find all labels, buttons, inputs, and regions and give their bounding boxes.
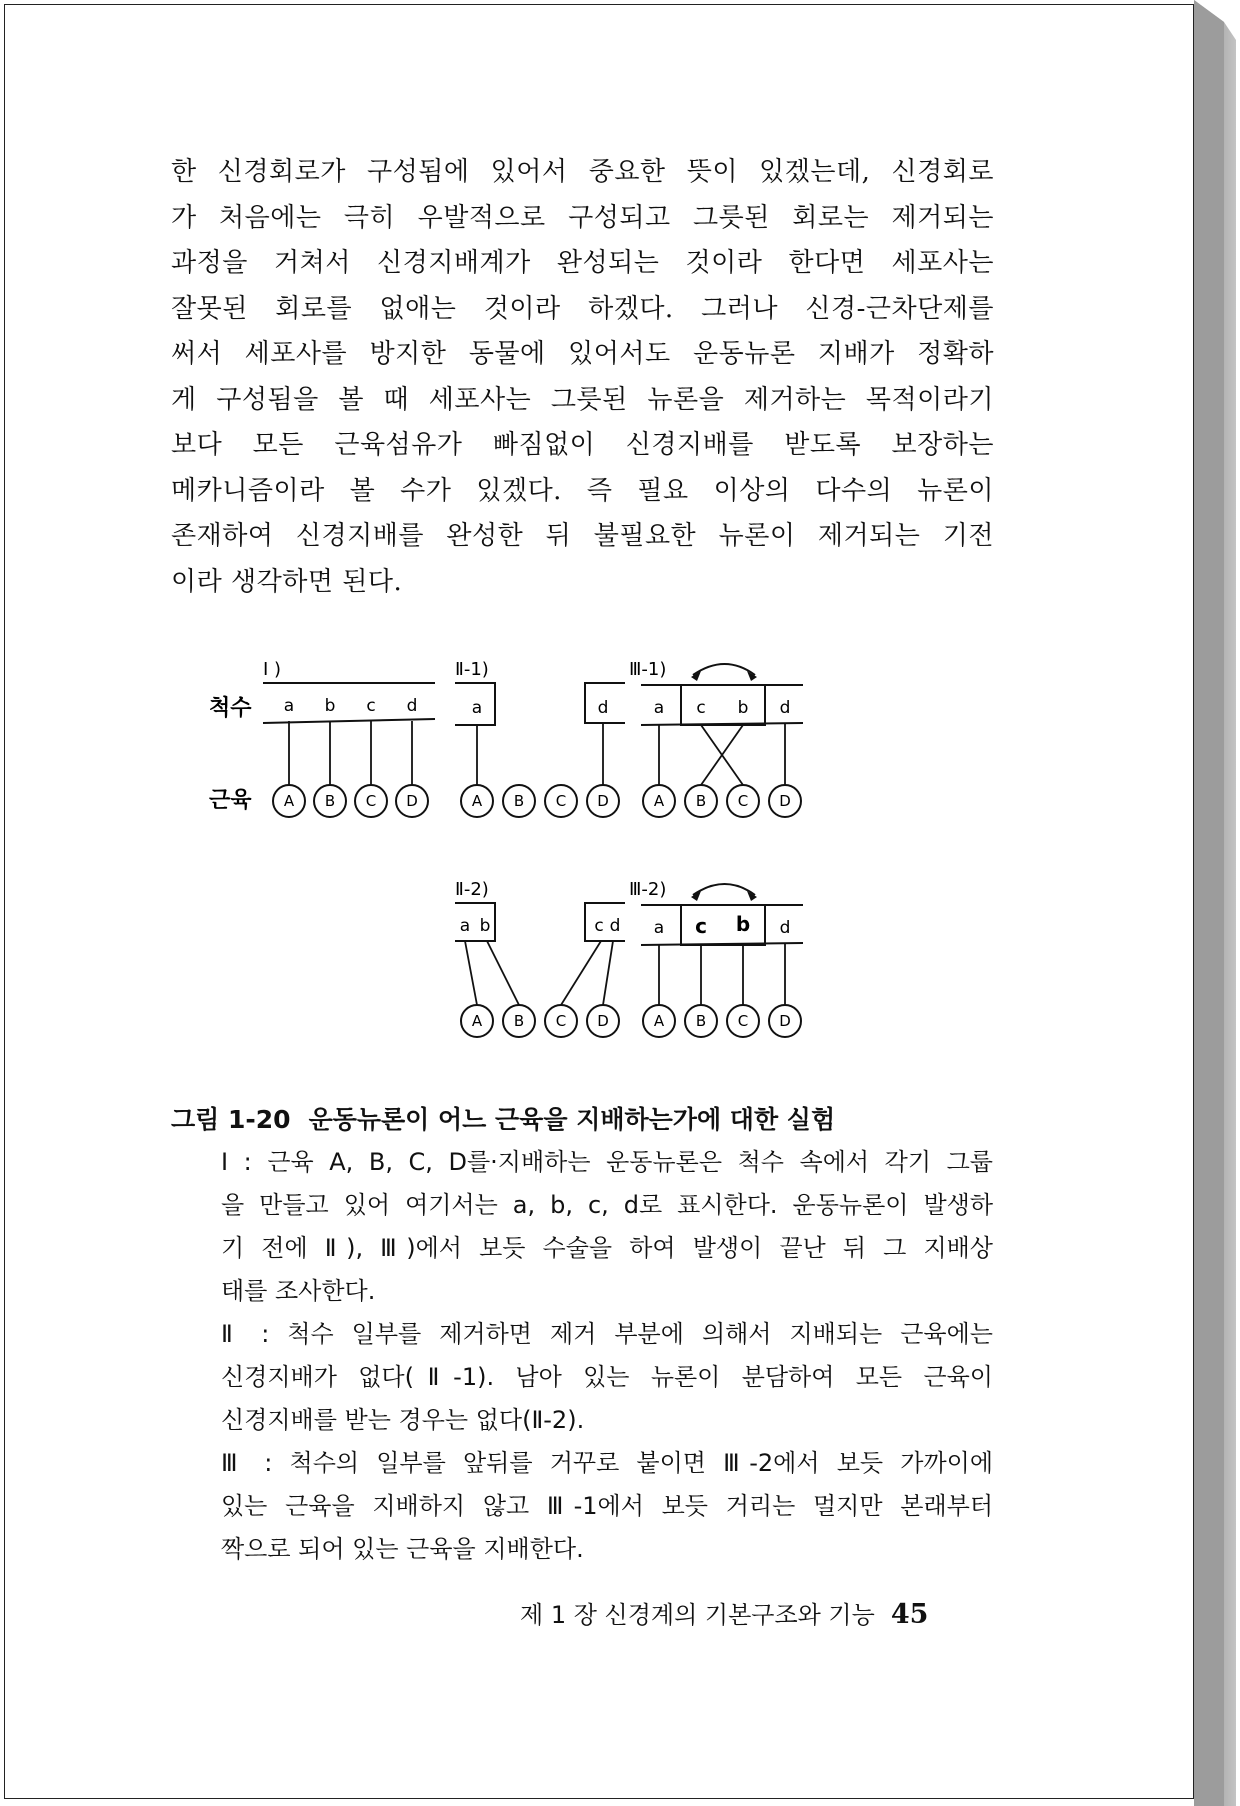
body-line: 게 구성됨을 볼 때 세포사는 그릇된 뉴론을 제거하는 목적이라기 [171,384,994,415]
neuron-label: a [283,696,295,716]
muscle-label: A [283,792,295,810]
neuron-label: a [653,698,665,718]
muscle-label: C [555,1012,567,1030]
body-line: 한 신경회로가 구성됨에 있어서 중요한 뜻이 있겠는데, 신경회로 [171,157,994,187]
neuron-label: a [653,918,665,938]
neuron-label: d [779,918,791,938]
neuron-label: b [737,698,749,718]
body-line: 존재하여 신경지배를 완성한 뒤 불필요한 뉴론이 제거되는 기전 [171,521,994,551]
row-label-muscle: 근육 [209,788,252,813]
caption-line: 을 만들고 있어 여기서는 a, b, c, d로 표시한다. 운동뉴론이 발생하 [221,1191,993,1219]
muscle-label: C [737,792,749,810]
muscle-label: B [513,792,525,810]
muscle-label: D [779,1012,791,1030]
muscle-label: D [597,1012,609,1030]
muscle-label: C [555,792,567,810]
panel-label-2-2: Ⅱ-2) [455,879,489,900]
body-line: 가 처음에는 극히 우발적으로 구성되고 그릇된 회로는 제거되는 [171,202,994,233]
neuron-label: b [324,696,336,716]
muscle-label: D [597,792,609,810]
caption-line: 기 전에 Ⅱ), Ⅲ)에서 보듯 수술을 하여 발생이 끝난 뒤 그 지배상 [221,1234,993,1262]
row-label-spine: 척수 [209,696,252,721]
page-footer [520,1595,960,1630]
neuron-label: b [735,912,751,936]
muscle-label: A [471,1012,483,1030]
caption-line: 신경지배를 받는 경우는 없다(Ⅱ-2). [221,1406,585,1434]
muscle-label: B [324,792,336,810]
muscle-label: C [737,1012,749,1030]
caption-body [221,1141,993,1571]
body-line: 잘못된 회로를 없애는 것이라 하겠다. 그러나 신경-근차단제를 [171,293,994,324]
muscle-label: D [779,792,791,810]
caption-line: I : 근육 A, B, C, D를·지배하는 운동뉴론은 척수 속에서 각기 그룹 [221,1148,993,1176]
caption-line: 태를 조사한다. [221,1277,376,1305]
muscle-label: A [653,792,665,810]
body-paragraph [171,150,994,605]
body-line: 과정을 거쳐서 신경지배계가 완성되는 것이라 한다면 세포사는 [171,248,994,278]
chapter-title: 제 1 장 신경계의 기본구조와 기능 [520,1601,875,1629]
neuron-label: d [406,696,418,716]
muscle-label: C [365,792,377,810]
neuron-label: d [779,698,791,718]
panel-label-1: I ) [263,659,282,680]
neuron-label: c [695,914,707,938]
neuron-label: a [459,916,471,936]
neuron-label: c [594,916,604,936]
neuron-label: a [471,698,483,718]
panel-label-2-1: Ⅱ-1) [455,659,489,680]
caption-title-text: 운동뉴론이 어느 근육을 지배하는가에 대한 실험 [308,1105,836,1134]
caption-title [171,1099,1001,1141]
neuron-label: d [609,916,621,936]
panel-label-3-1: Ⅲ-1) [629,659,667,680]
caption-line: 짝으로 되어 있는 근육을 지배한다. [221,1535,584,1563]
caption-line: 신경지배가 없다(Ⅱ-1). 남아 있는 뉴론이 분담하여 모든 근육이 [221,1363,993,1391]
caption-line: 있는 근육을 지배하지 않고 Ⅲ-1에서 보듯 거리는 멀지만 본래부터 [221,1492,993,1520]
page-number: 45 [890,1599,929,1630]
figure-caption [171,1099,1001,1571]
caption-line: Ⅱ : 척수 일부를 제거하면 제거 부분에 의해서 지배되는 근육에는 [221,1320,993,1348]
neuron-label: c [696,698,706,718]
body-line: 보다 모든 근육섬유가 빠짐없이 신경지배를 받도록 보장하는 [171,430,994,460]
muscle-label: B [695,792,707,810]
figure-1-20-diagram [209,635,945,1075]
muscle-label: B [695,1012,707,1030]
neuron-label: c [366,696,376,716]
book-page [4,4,1194,1799]
book-spine-shadow [1194,0,1236,1806]
caption-line: Ⅲ : 척수의 일부를 앞뒤를 거꾸로 붙이면 Ⅲ-2에서 보듯 가까이에 [221,1449,993,1477]
muscle-label: A [471,792,483,810]
muscle-label: A [653,1012,665,1030]
body-line: 써서 세포사를 방지한 동물에 있어서도 운동뉴론 지배가 정확하 [171,339,994,369]
muscle-label: B [513,1012,525,1030]
neuron-label: b [479,916,491,936]
caption-number: 그림 1-20 [171,1105,291,1134]
body-line: 메카니즘이라 볼 수가 있겠다. 즉 필요 이상의 다수의 뉴론이 [171,475,994,506]
muscle-label: D [406,792,418,810]
panel-label-3-2: Ⅲ-2) [629,879,667,900]
body-line: 이라 생각하면 된다. [171,566,403,597]
neuron-label: d [597,698,609,718]
